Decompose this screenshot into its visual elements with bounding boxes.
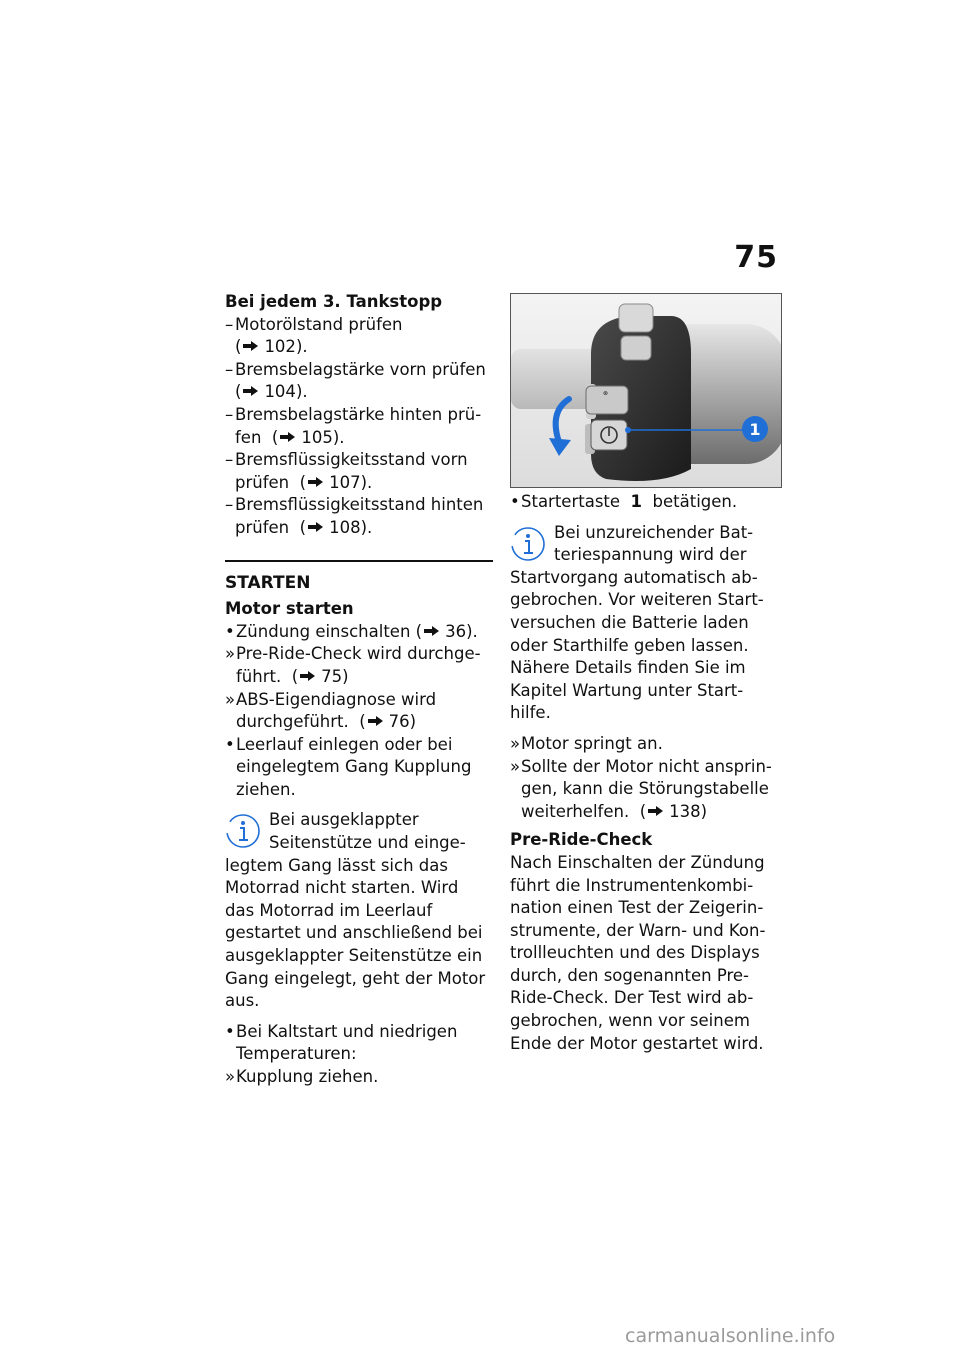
page-reference[interactable]: 105 bbox=[301, 427, 333, 447]
result-item: » Kupplung ziehen. bbox=[225, 1066, 493, 1089]
note-line: gebrochen. Vor weiteren Start- bbox=[510, 590, 764, 610]
note-line: Seitenstütze und einge- bbox=[269, 833, 466, 853]
step-item: • Bei Kaltstart und niedrigen Temperaturen: bbox=[225, 1021, 458, 1064]
arrow-icon bbox=[300, 671, 315, 681]
note-line: Kapitel Wartung unter Start- bbox=[510, 680, 744, 700]
bullet-marker: • bbox=[510, 492, 520, 511]
note-line: gestartet und anschließend bei bbox=[225, 923, 483, 943]
note-line: hilfe. bbox=[510, 703, 551, 723]
note-line: legtem Gang lässt sich das bbox=[225, 855, 448, 875]
note-line: teriespannung wird der bbox=[554, 545, 747, 565]
info-note bbox=[225, 809, 493, 1012]
arrow-icon bbox=[424, 626, 439, 636]
check-item: – Bremsflüssigkeitsstand hinten prüfen ( 108). bbox=[225, 495, 484, 537]
check-item: – Bremsflüssigkeitsstand vorn prüfen ( 107). bbox=[225, 450, 468, 492]
bullet-marker: • bbox=[225, 1021, 235, 1041]
note-line: Gang eingelegt, geht der Motor bbox=[225, 968, 486, 988]
note-line: versuchen die Batterie laden bbox=[510, 612, 749, 632]
page-reference[interactable]: 138 bbox=[669, 801, 701, 821]
step-item: • Zündung einschalten ( 36). bbox=[225, 621, 493, 644]
arrow-icon bbox=[280, 432, 295, 442]
note-line: Bei ausgeklappter bbox=[269, 810, 419, 830]
check-item: – Bremsbelagstärke hinten prü- fen ( 105). bbox=[225, 404, 482, 447]
check-item: – Bremsbelagstärke vorn prüfen ( 104). bbox=[225, 359, 486, 402]
paragraph-line: Ende der Motor gestartet wird. bbox=[510, 1033, 764, 1053]
note-line: Bei unzureichender Bat- bbox=[554, 522, 754, 542]
paragraph-line: Ride-Check. Der Test wird ab- bbox=[510, 988, 754, 1008]
note-line: Startvorgang automatisch ab- bbox=[510, 567, 758, 587]
paragraph-line: Nach Einschalten der Zündung bbox=[510, 852, 765, 872]
result-item: » Sollte der Motor nicht ansprin- gen, kann die Störungstabelle weiterhelfen. ( 138) bbox=[510, 756, 772, 821]
note-line: das Motorrad im Leerlauf bbox=[225, 900, 433, 920]
check-item: – Motorölstand prüfen ( 102). bbox=[225, 314, 403, 357]
page-reference[interactable]: 75 bbox=[321, 666, 343, 686]
arrow-icon bbox=[243, 386, 258, 396]
paragraph-line: nation einen Test der Zeigerin- bbox=[510, 898, 764, 918]
result-marker: » bbox=[225, 1067, 236, 1086]
page-reference[interactable]: 104 bbox=[264, 382, 296, 402]
paragraph-line: gebrochen, wenn vor seinem bbox=[510, 1011, 750, 1031]
right-column bbox=[510, 491, 782, 1055]
section-divider bbox=[225, 560, 493, 562]
heading-tank-stop: Bei jedem 3. Tankstopp bbox=[225, 292, 443, 311]
result-item: » ABS-Eigendiagnose wird durchgeführt. ( 76) bbox=[225, 689, 437, 732]
page-reference[interactable]: 107 bbox=[329, 472, 361, 492]
arrow-icon bbox=[368, 716, 383, 726]
page-reference[interactable]: 76 bbox=[388, 712, 410, 732]
svg-text:⊗: ⊗ bbox=[603, 390, 609, 397]
note-line: Motorrad nicht starten. Wird bbox=[225, 878, 459, 898]
info-icon bbox=[510, 526, 546, 562]
arrow-icon bbox=[308, 522, 323, 532]
watermark: carmanualsonline.info bbox=[625, 1325, 836, 1347]
paragraph-line: durch, den sogenannten Pre- bbox=[510, 965, 750, 985]
info-icon bbox=[225, 813, 261, 849]
result-item: » Motor springt an. bbox=[510, 733, 782, 756]
section-title: STARTEN bbox=[225, 572, 311, 593]
check-list bbox=[225, 314, 493, 540]
result-marker: » bbox=[510, 733, 521, 753]
page-reference[interactable]: 108 bbox=[329, 517, 361, 537]
arrow-icon bbox=[308, 477, 323, 487]
dash-marker: – bbox=[225, 359, 234, 379]
result-item: » Pre-Ride-Check wird durchge- führt. ( 75) bbox=[225, 644, 481, 686]
result-marker: » bbox=[225, 689, 236, 709]
note-line: oder Starthilfe geben lassen. bbox=[510, 635, 749, 655]
starter-switch-figure bbox=[510, 293, 782, 488]
sub-title: Pre-Ride-Check bbox=[510, 830, 653, 850]
paragraph-line: führt die Instrumentenkombi- bbox=[510, 875, 754, 895]
sub-title: Motor starten bbox=[225, 599, 354, 619]
dash-marker: – bbox=[225, 450, 234, 470]
page-number: 75 bbox=[734, 240, 778, 275]
arrow-icon bbox=[243, 341, 258, 351]
page-reference[interactable]: 102 bbox=[264, 337, 296, 357]
arrow-icon bbox=[648, 806, 663, 816]
pre-ride-check-text bbox=[510, 852, 782, 1055]
result-marker: » bbox=[510, 756, 521, 776]
info-note bbox=[510, 522, 782, 725]
note-line: Nähere Details finden Sie im bbox=[510, 658, 746, 678]
dash-marker: – bbox=[225, 314, 234, 334]
handlebar-switch-illustration bbox=[511, 294, 781, 487]
dash-marker: – bbox=[225, 495, 234, 515]
paragraph-line: strumente, der Warn- und Kon- bbox=[510, 920, 766, 940]
callout-reference: 1 bbox=[630, 492, 643, 511]
left-column bbox=[225, 291, 493, 1089]
note-line: aus. bbox=[225, 991, 260, 1011]
page-reference[interactable]: 36 bbox=[445, 621, 467, 641]
bullet-marker: • bbox=[225, 621, 235, 641]
step-item: • Leerlauf einlegen oder bei eingelegtem Gang Kupplung ziehen. bbox=[225, 734, 472, 799]
note-line: ausgeklappter Seitenstütze ein bbox=[225, 946, 483, 966]
bullet-marker: • bbox=[225, 734, 235, 754]
result-marker: » bbox=[225, 644, 236, 664]
paragraph-line: trollleuchten und des Displays bbox=[510, 943, 760, 963]
step-item: • Startertaste 1 betätigen. bbox=[510, 491, 782, 514]
dash-marker: – bbox=[225, 404, 234, 424]
figure-callout: 1 bbox=[749, 420, 761, 439]
